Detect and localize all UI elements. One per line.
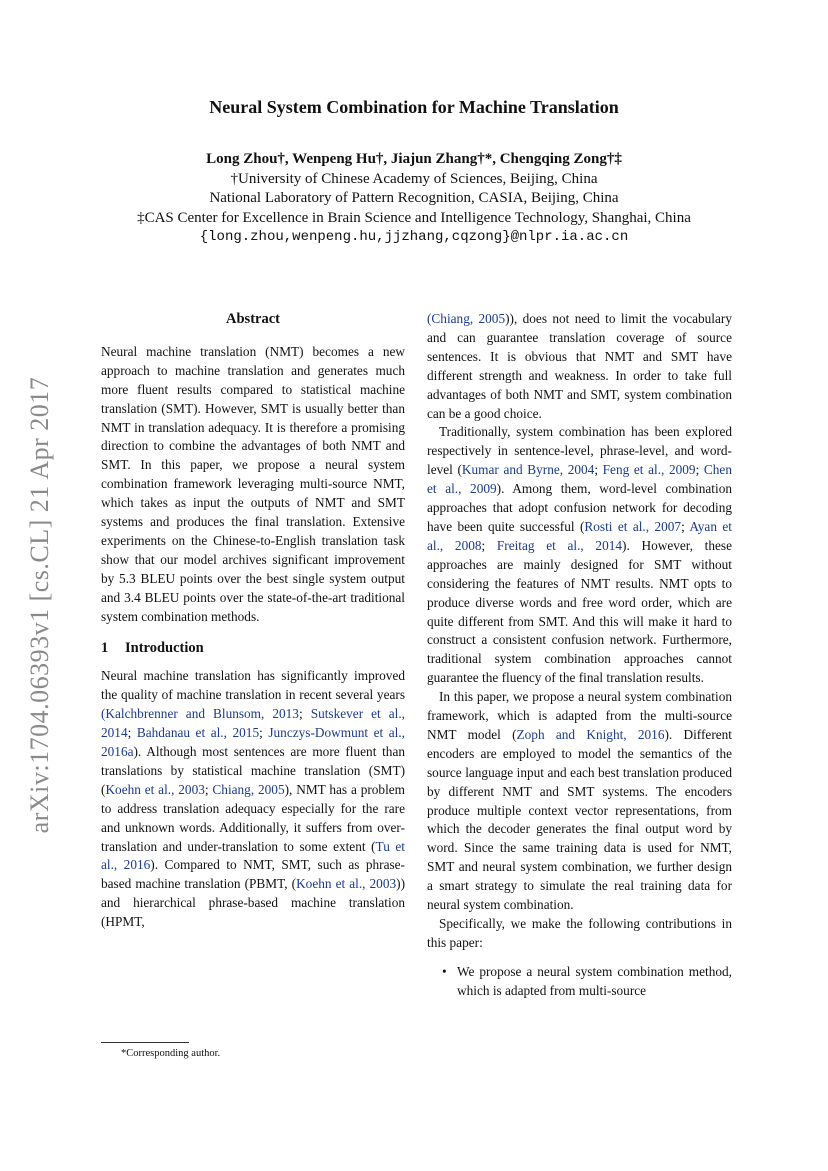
citation[interactable]: Koehn et al., 2003 (296, 876, 397, 892)
section-number: 1 (101, 639, 109, 656)
author-email: {long.zhou,wenpeng.hu,jjzhang,cqzong}@nlpr.ia.ac.cn (199, 229, 629, 245)
author-block (0, 150, 828, 248)
list-item: • We propose a neural system combination method, which is adapted from multi-source (442, 963, 732, 998)
citation[interactable]: Junczys-Dowmunt et al., 2016a (101, 725, 405, 760)
citation[interactable]: Kumar and Byrne, 2004 (461, 462, 595, 478)
bullet-icon: • (442, 963, 447, 979)
section-title: Introduction (125, 639, 204, 656)
citation[interactable]: Feng et al., 2009 (602, 462, 696, 478)
intro-paragraph-1: Neural machine translation has significantly improved the quality of machine translation in recent several years (Kalchbrenner and Blunsom, 2013; Sutskever et al., 2014; Bahdanau et al., 2015; Junczys-Dowmunt et al., 2016a). Although most sentences are more fluent than translations by statistical machine translation (SMT) (Koehn et al., 2003; Chiang, 2005), NMT has a problem to address translation adequacy especially for the rare and unknown words. Additionally, it suffers from over-translation and under-translation to some extent (Tu et al., 2016). Compared to NMT, SMT, such as phrase-based machine translation (PBMT, (Koehn et al., 2003)) and hierarchical phrase-based machine translation (HPMT, (101, 668, 406, 930)
affiliation-3: ‡CAS Center for Excellence in Brain Science and Intelligence Technology, Shanghai, China (137, 209, 691, 226)
citation[interactable]: Chiang, 2005 (212, 781, 285, 797)
citation[interactable]: Zoph and Knight, 2016 (516, 726, 665, 742)
intro-paragraph-4: Specifically, we make the following contributions in this paper: (427, 916, 732, 950)
citation[interactable]: Ayan et al., 2008 (427, 518, 732, 553)
affiliation-1: †University of Chinese Academy of Sciences, Beijing, China (230, 170, 598, 187)
citation[interactable]: Koehn et al., 2003 (105, 781, 205, 797)
citation[interactable]: Bahdanau et al., 2015 (136, 725, 260, 741)
abstract-text: Neural machine translation (NMT) becomes a new approach to machine translation and generates much more fluent results compared to statistical machine translation (SMT). However, SMT is usually better than NMT in translation adequacy. It is therefore a promising direction to combine the advantages of both NMT and SMT. In this paper, we propose a neural system combination framework leveraging multi-source NMT, which takes as input the outputs of NMT and SMT systems and produces the final translation. Extensive experiments on the Chinese-to-English translation task show that our model archives significant improvement by 5.3 BLEU points over the best single system output and 3.4 BLEU points over the state-of-the-art traditional system combination methods. (101, 343, 405, 624)
footnote-text: *Corresponding author. (121, 1048, 221, 1059)
citation[interactable]: (Chiang, 2005 (427, 311, 506, 326)
intro-paragraph-1-continued: (Chiang, 2005)), does not need to limit the vocabulary and can guarantee translation coverage of source sentences. It is obvious that NMT and SMT have different strength and weakness. In order to take full advantages of both NMT and SMT, system combination can be a good choice. (427, 311, 732, 421)
left-column (101, 310, 405, 932)
citation[interactable]: Rosti et al., 2007 (584, 518, 682, 534)
paper-title: Neural System Combination for Machine Translation (209, 97, 619, 117)
citation[interactable]: Chen et al., 2009 (427, 462, 732, 497)
section-heading-introduction (101, 639, 405, 658)
footnote (101, 1042, 405, 1059)
citation[interactable]: Freitag et al., 2014 (496, 537, 623, 553)
affiliation-2: National Laboratory of Pattern Recognition, CASIA, Beijing, China (209, 190, 619, 206)
citation[interactable]: Sutskever et al., 2014 (101, 706, 405, 741)
author-names: Long Zhou†, Wenpeng Hu†, Jiajun Zhang†*, Chengqing Zong†‡ (206, 151, 622, 167)
intro-paragraph-2: Traditionally, system combination has been explored respectively in sentence-level, phrase-level, and word-level (Kumar and Byrne, 2004; Feng et al., 2009; Chen et al., 2009). Among them, word-level combination approaches that adopt confusion network for decoding have been quite successful (Rosti et al., 2007; Ayan et al., 2008; Freitag et al., 2014). However, these approaches are mainly designed for SMT without considering the features of NMT results. NMT opts to produce diverse words and free word order, which are quite different from SMT. And this will make it hard to construct a consistent confusion network. Furthermore, traditional system combination approaches cannot guarantee the fluency of the final translation results. (427, 424, 732, 686)
citation[interactable]: Tu et al., 2016 (101, 838, 405, 873)
contribution-list (427, 963, 732, 1001)
intro-paragraph-3: In this paper, we propose a neural system combination framework, which is adapted from the multi-source NMT model (Zoph and Knight, 2016). Different encoders are employed to model the semantics of the source language input and each best translation produced by different NMT and SMT systems. The encoders produce multiple context vector representations, from which the decoder generates the final output word by word. Since the same training data is used for NMT, SMT and neural system combination, we further design a smart strategy to simulate the real training data for neural system combination. (427, 689, 732, 913)
abstract-heading: Abstract (226, 311, 280, 327)
citation[interactable]: (Kalchbrenner and Blunsom, 2013 (101, 706, 299, 722)
arxiv-stamp: arXiv:1704.06393v1 [cs.CL] 21 Apr 2017 (25, 376, 54, 834)
right-column (427, 310, 732, 1001)
footnote-rule (101, 1042, 189, 1043)
